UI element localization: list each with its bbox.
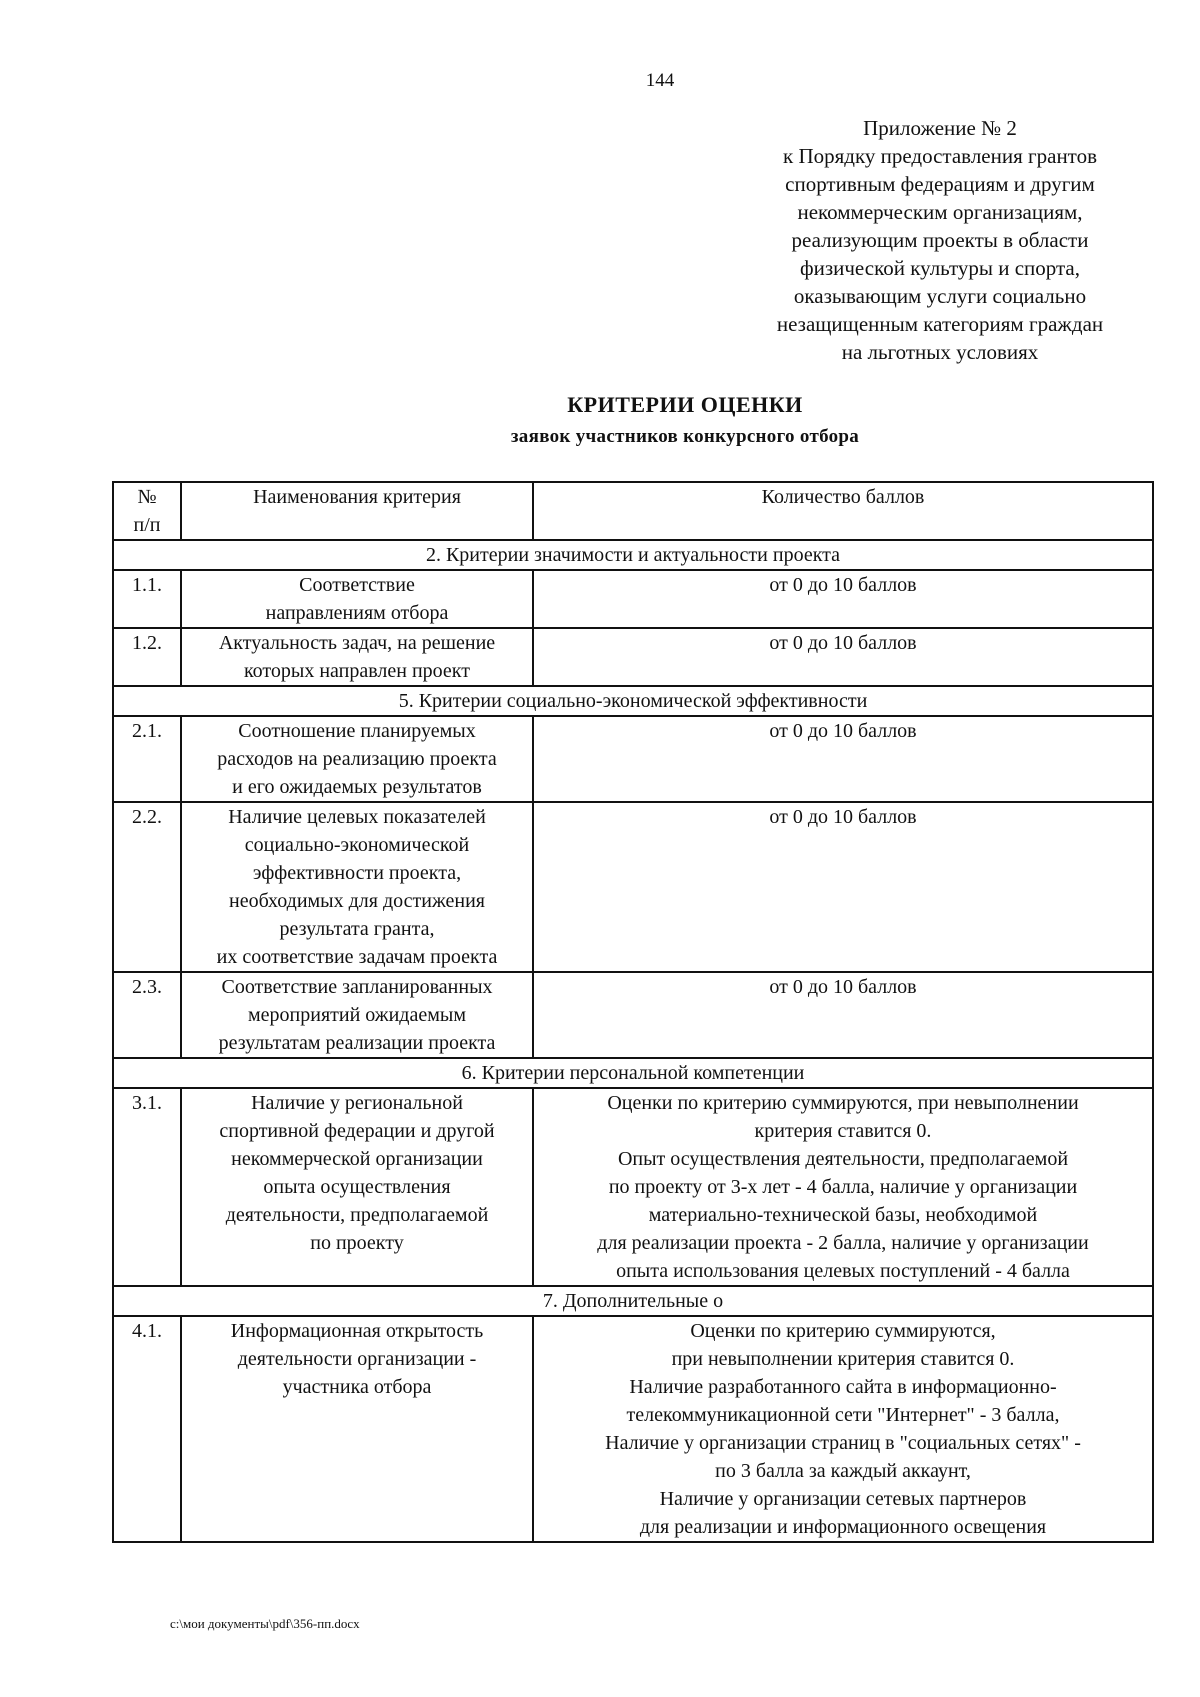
section-title: 2. Критерии значимости и актуальности проекта [113,540,1153,570]
row-score: от 0 до 10 баллов [533,972,1153,1058]
appendix-line: на льготных условиях [841,340,1039,364]
section-row [113,540,1153,570]
appendix-block [690,114,1190,366]
table-header-row [113,482,1153,540]
table-row [113,570,1153,628]
row-number: 1.1. [113,570,181,628]
appendix-line: спортивным федерациям и другим [785,172,1095,196]
row-criterion-name: Соответствие направлениям отбора [181,570,533,628]
row-score: Оценки по критерию суммируются, при невыполнении критерия ставится 0. Опыт осуществления деятельности, предполагаемой по проекту от 3-х лет - 4 балла, наличие у организации материально-технической базы, необходимой для реализации проекта - 2 балла, наличие у организации опыта использования целевых поступлений - 4 балла [533,1088,1153,1286]
appendix-line: оказывающим услуги социально [793,284,1087,308]
row-criterion-name: Актуальность задач, на решение которых направлен проект [181,628,533,686]
row-number: 2.3. [113,972,181,1058]
row-number: 2.2. [113,802,181,972]
row-criterion-name: Наличие у региональной спортивной федерации и другой некоммерческой организации опыта осуществления деятельности, предполагаемой по проекту [181,1088,533,1286]
document-subtitle: заявок участников конкурсного отбора [510,426,860,447]
appendix-line: физической культуры и спорта, [799,256,1080,280]
header-score: Количество баллов [533,482,1153,540]
row-score: от 0 до 10 баллов [533,802,1153,972]
row-number: 2.1. [113,716,181,802]
row-criterion-name: Соответствие запланированных мероприятий ожидаемым результатам реализации проекта [181,972,533,1058]
row-criterion-name: Соотношение планируемых расходов на реализацию проекта и его ожидаемых результатов [181,716,533,802]
appendix-line: Приложение № 2 [863,116,1017,140]
table-row [113,628,1153,686]
row-number: 3.1. [113,1088,181,1286]
section-row [113,1058,1153,1088]
header-criterion-name: Наименования критерия [181,482,533,540]
table-row [113,716,1153,802]
file-path-footer: c:\мои документы\pdf\356-пп.docx [170,1616,360,1631]
criteria-table [112,481,1154,1543]
section-title: 5. Критерии социально-экономической эффективности [113,686,1153,716]
table-row [113,1088,1153,1286]
appendix-line: незащищенным категориям граждан [776,312,1104,336]
row-score: от 0 до 10 баллов [533,716,1153,802]
appendix-line: к Порядку предоставления грантов [783,144,1097,168]
document-title: КРИТЕРИИ ОЦЕНКИ [567,392,803,417]
row-number: 4.1. [113,1316,181,1542]
row-score: от 0 до 10 баллов [533,570,1153,628]
row-number: 1.2. [113,628,181,686]
row-score: от 0 до 10 баллов [533,628,1153,686]
section-title: 7. Дополнительные о [113,1286,1153,1316]
header-number: № п/п [113,482,181,540]
row-criterion-name: Информационная открытость деятельности организации - участника отбора [181,1316,533,1542]
appendix-line: некоммерческим организациям, [797,200,1083,224]
table-row [113,972,1153,1058]
table-row [113,802,1153,972]
page-number: 144 [645,70,675,91]
section-row [113,686,1153,716]
appendix-line: реализующим проекты в области [791,228,1089,252]
section-title: 6. Критерии персональной компетенции [113,1058,1153,1088]
row-score: Оценки по критерию суммируются, при невыполнении критерия ставится 0. Наличие разработанного сайта в информационно- телекоммуникационной сети "Интернет" - 3 балла, Наличие у организации страниц в "социальных сетях" - по 3 балла за каждый аккаунт, Наличие у организации сетевых партнеров для реализации и информационного освещения [533,1316,1153,1542]
section-row [113,1286,1153,1316]
row-criterion-name: Наличие целевых показателей социально-экономической эффективности проекта, необходимых для достижения результата гранта, их соответствие задачам проекта [181,802,533,972]
table-row [113,1316,1153,1542]
